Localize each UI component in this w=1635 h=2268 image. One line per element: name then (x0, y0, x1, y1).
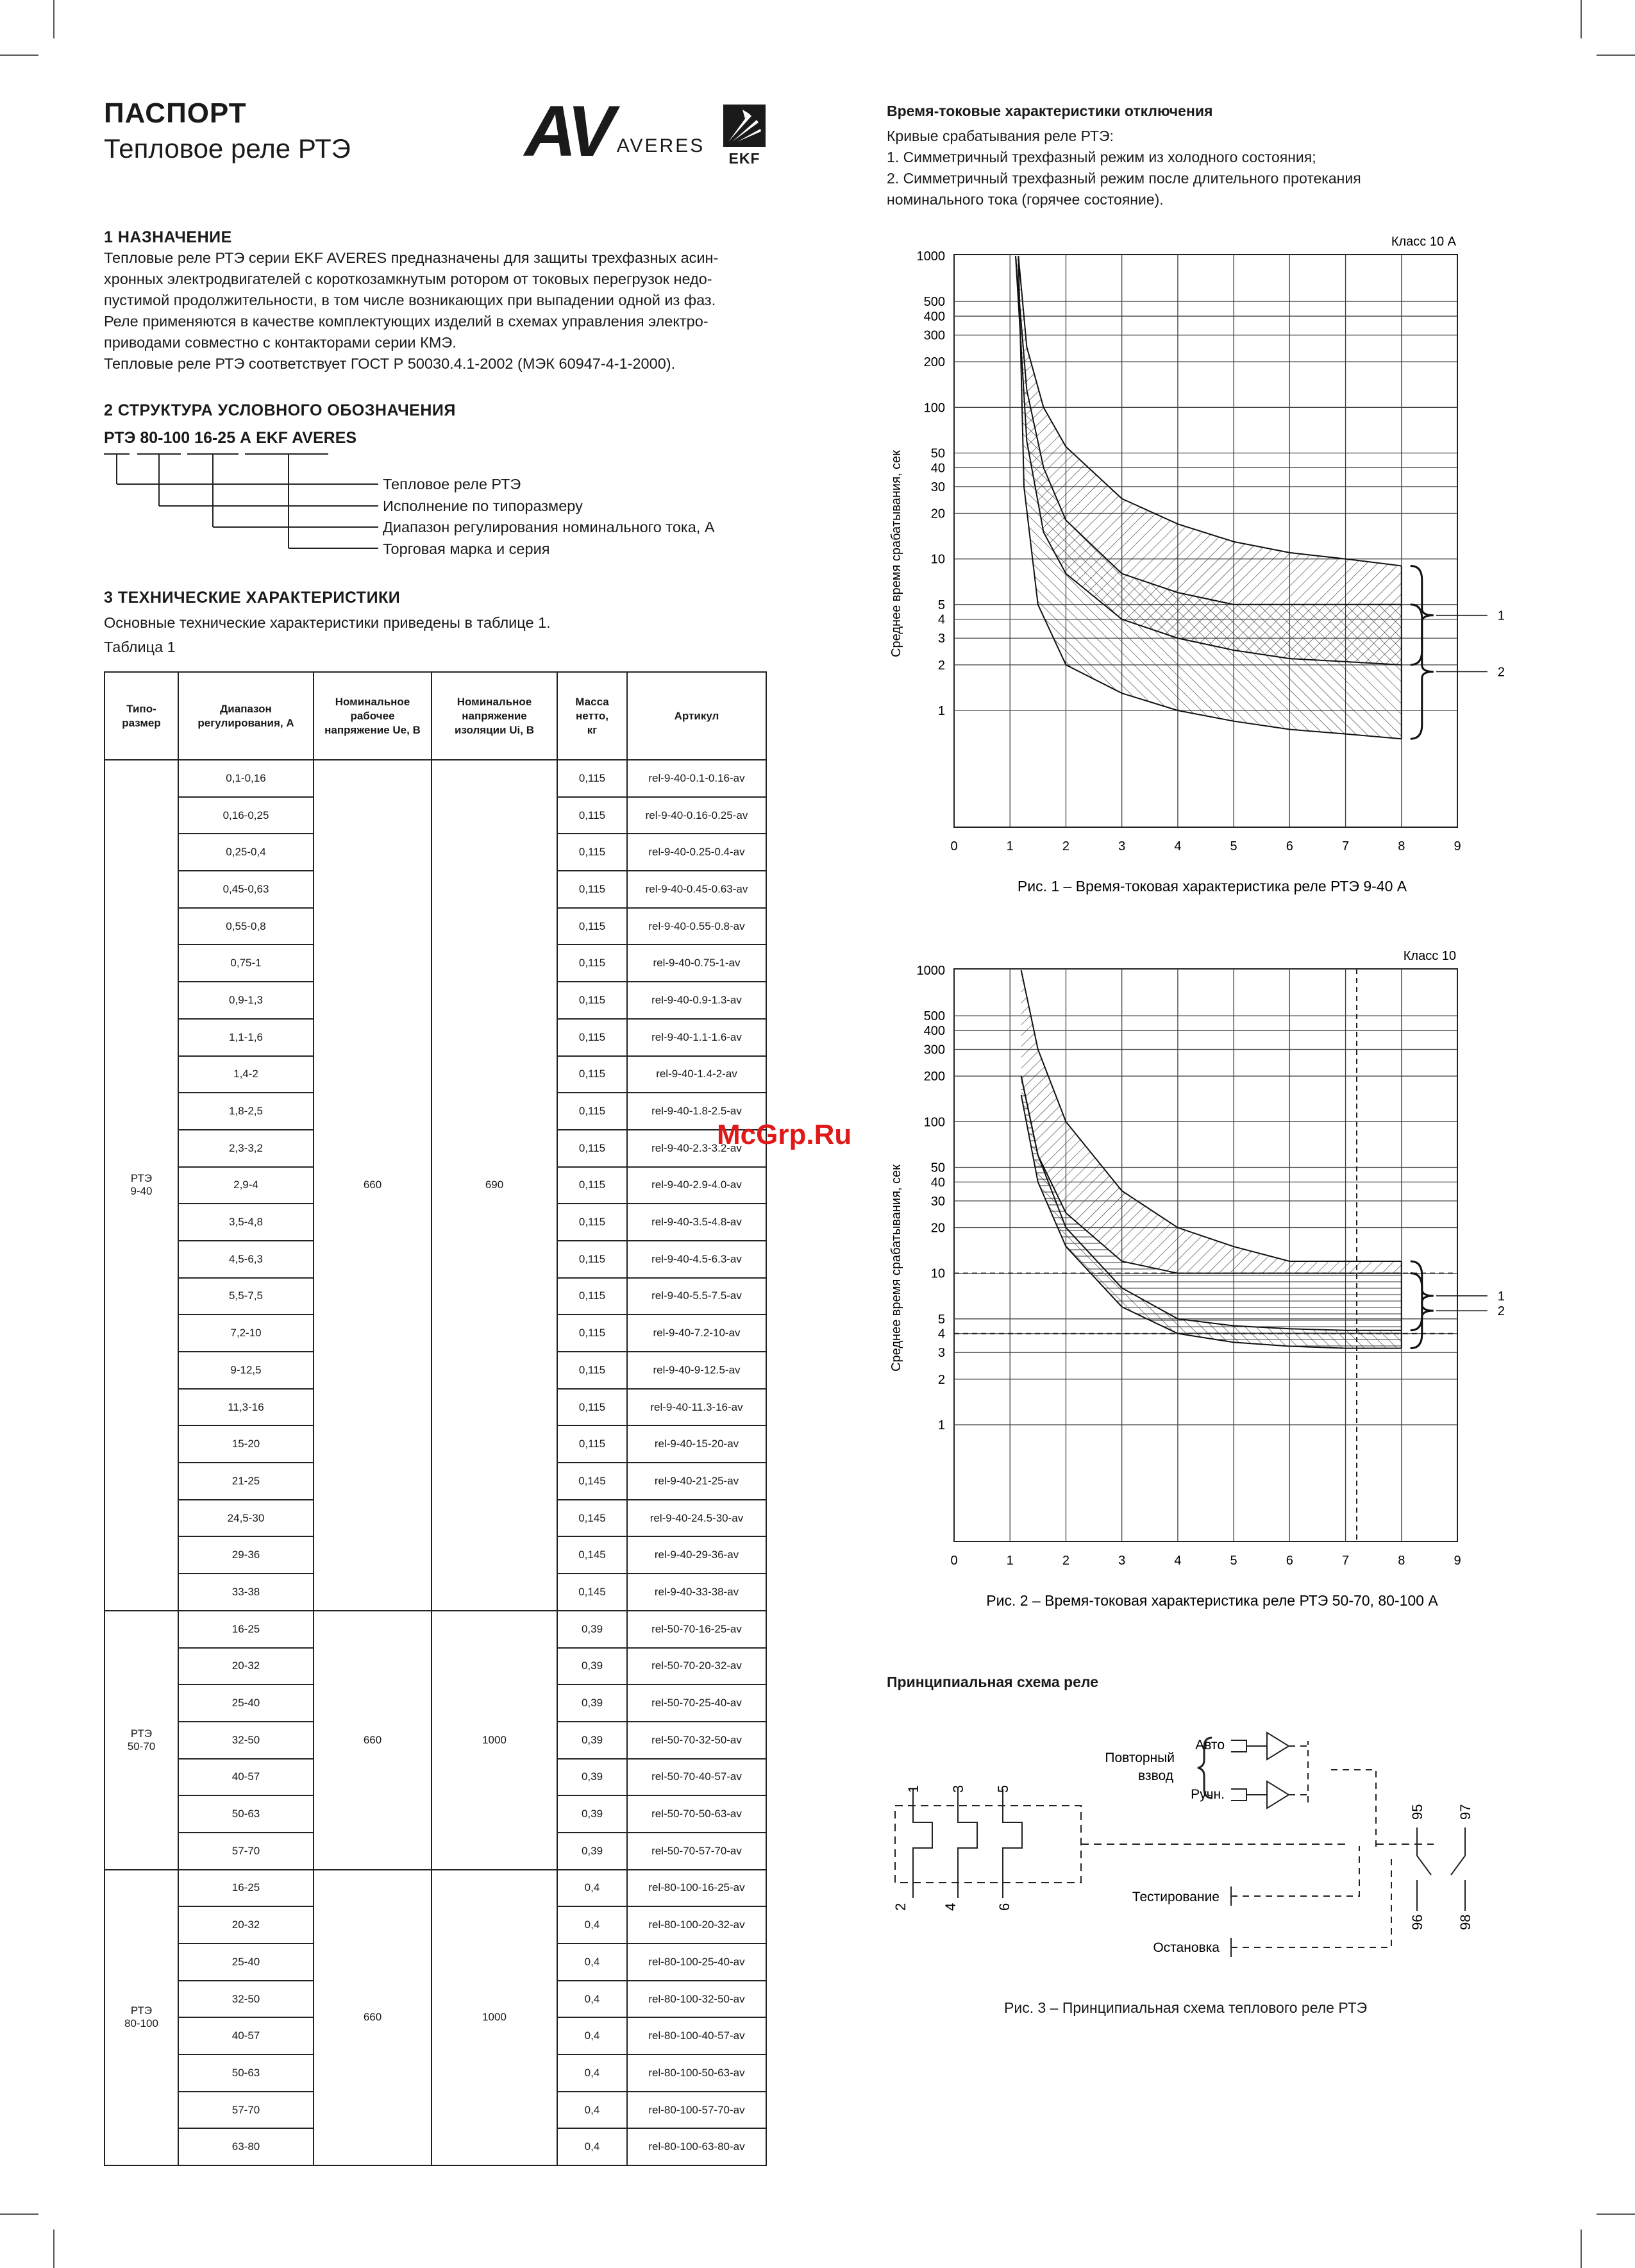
cell-mass: 0,115 (557, 797, 627, 834)
y-tick-label: 50 (930, 446, 945, 461)
cell-mass: 0,39 (557, 1795, 627, 1833)
y-tick-label: 3 (937, 1346, 945, 1361)
cell-article: rel-9-40-0.9-1.3-av (627, 982, 766, 1019)
section-1-line: Тепловые реле РТЭ серии EKF AVERES предназначены для защиты трехфазных асин- (104, 249, 719, 266)
cell-range: 50-63 (178, 2054, 314, 2092)
section-1-line: приводами совместно с контакторами серии КМЭ. (104, 334, 457, 351)
cell-article: rel-9-40-2.9-4.0-av (627, 1167, 766, 1204)
cell-range: 32-50 (178, 1981, 314, 2018)
section-1-text (104, 248, 718, 374)
page-subtitle: Тепловое реле РТЭ (104, 133, 351, 164)
section-1-line: Реле применяются в качестве комплектующих изделий в схемах управления электро- (104, 313, 709, 330)
cell-article: rel-9-40-1.4-2-av (627, 1056, 766, 1093)
curves-intro-line: номинального тока (горячее состояние). (887, 191, 1164, 208)
curves-intro (887, 126, 1361, 210)
cell-article: rel-9-40-4.5-6.3-av (627, 1241, 766, 1278)
cell-article: rel-80-100-32-50-av (627, 1981, 766, 2018)
contact-97-98 (1451, 1827, 1465, 1911)
cell-mass: 0,115 (557, 760, 627, 797)
x-tick-label: 1 (1006, 1554, 1014, 1568)
cell-article: rel-9-40-21-25-av (627, 1463, 766, 1500)
x-tick-label: 9 (1454, 839, 1461, 853)
cell-mass: 0,115 (557, 834, 627, 871)
y-tick-label: 2 (937, 1372, 945, 1387)
cell-article: rel-50-70-40-57-av (627, 1759, 766, 1796)
x-tick-label: 7 (1341, 839, 1350, 853)
y-tick-label: 1000 (916, 249, 945, 264)
cell-range: 4,5-6,3 (178, 1241, 314, 1278)
y-tick-label: 4 (937, 612, 945, 627)
schematic-diagram (885, 1718, 1500, 1969)
cell-range: 25-40 (178, 1944, 314, 1981)
y-tick-label: 20 (930, 1221, 945, 1236)
cell-article: rel-9-40-1.1-1.6-av (627, 1019, 766, 1056)
curves-intro-line: Кривые срабатывания реле РТЭ: (887, 128, 1114, 144)
table-header-cell: Номинальное напряжение изоляции Ui, В (432, 672, 557, 760)
curve-label-1: 1 (1497, 1289, 1505, 1304)
x-tick-label: 8 (1398, 839, 1405, 853)
curves-intro-line: 2. Симметричный трехфазный режим после длительного протекания (887, 170, 1361, 187)
terminal-5: 5 (995, 1785, 1011, 1793)
y-tick-label: 300 (923, 328, 945, 343)
cell-range: 0,1-0,16 (178, 760, 314, 797)
cell-range: 63-80 (178, 2128, 314, 2165)
cell-range: 16-25 (178, 1870, 314, 1907)
cell-article: rel-9-40-1.8-2.5-av (627, 1093, 766, 1130)
cell-mass: 0,39 (557, 1759, 627, 1796)
cell-mass: 0,115 (557, 1130, 627, 1167)
manual-triangle (1267, 1781, 1289, 1808)
cell-mass: 0,145 (557, 1574, 627, 1611)
x-tick-label: 0 (950, 1554, 958, 1568)
cell-article: rel-50-70-16-25-av (627, 1611, 766, 1648)
table-row (105, 1870, 766, 1907)
x-tick-label: 5 (1230, 1554, 1237, 1568)
y-tick-label: 5 (937, 1312, 945, 1327)
contact-label-98: 98 (1457, 1914, 1473, 1930)
cell-mass: 0,115 (557, 908, 627, 945)
cell-range: 16-25 (178, 1611, 314, 1648)
y-axis-label: Среднее время срабатывания, сек (889, 450, 903, 657)
cell-article: rel-9-40-24.5-30-av (627, 1500, 766, 1537)
y-tick-label: 30 (930, 1194, 945, 1209)
crop-mark (0, 55, 38, 56)
designation-diagram (96, 449, 391, 551)
crop-mark (1597, 2213, 1635, 2215)
cell-mass: 0,115 (557, 982, 627, 1019)
contact-label-97: 97 (1457, 1804, 1473, 1820)
cell-range: 57-70 (178, 1833, 314, 1870)
spec-table (104, 671, 767, 2166)
code-part-range: 16-25 А (194, 429, 252, 447)
crop-mark (1597, 55, 1635, 56)
cell-ue: 660 (314, 760, 432, 1611)
cell-article: rel-9-40-0.1-0.16-av (627, 760, 766, 797)
cell-range: 2,3-3,2 (178, 1130, 314, 1167)
y-tick-label: 3 (937, 632, 945, 646)
cell-mass: 0,115 (557, 1352, 627, 1389)
y-tick-label: 5 (937, 598, 945, 612)
x-tick-label: 2 (1062, 839, 1070, 853)
terminal-1: 1 (905, 1785, 921, 1793)
thermal-elements-box (895, 1806, 1081, 1883)
y-tick-label: 40 (930, 1175, 945, 1190)
cell-article: rel-80-100-63-80-av (627, 2128, 766, 2165)
cell-article: rel-9-40-5.5-7.5-av (627, 1278, 766, 1315)
averes-logo-mark: AV (524, 91, 612, 171)
terminal-4: 4 (943, 1903, 959, 1911)
curves-heading: Время-токовые характеристики отключения (887, 103, 1213, 119)
cell-mass: 0,145 (557, 1500, 627, 1537)
designation-code (104, 429, 356, 448)
crop-mark (0, 2213, 38, 2215)
cell-article: rel-80-100-20-32-av (627, 1906, 766, 1944)
cell-mass: 0,115 (557, 1019, 627, 1056)
manual-switch (1231, 1789, 1267, 1801)
cell-range: 32-50 (178, 1722, 314, 1759)
x-tick-label: 8 (1398, 1554, 1405, 1568)
cell-mass: 0,115 (557, 1093, 627, 1130)
cell-article: rel-9-40-0.25-0.4-av (627, 834, 766, 871)
y-tick-label: 40 (930, 461, 945, 476)
chart-caption: Рис. 1 – Время-токовая характеристика реле РТЭ 9-40 А (1017, 878, 1407, 895)
cell-range: 50-63 (178, 1795, 314, 1833)
cell-article: rel-80-100-16-25-av (627, 1870, 766, 1907)
y-tick-label: 300 (923, 1043, 945, 1057)
cell-article: rel-50-70-25-40-av (627, 1684, 766, 1722)
cell-mass: 0,115 (557, 871, 627, 908)
contact-label-96: 96 (1409, 1914, 1425, 1930)
y-tick-label: 1 (937, 704, 945, 718)
cell-mass: 0,4 (557, 2092, 627, 2129)
cell-ue: 660 (314, 1611, 432, 1870)
table-body (105, 760, 766, 2165)
cell-range: 0,55-0,8 (178, 908, 314, 945)
cell-article: rel-80-100-50-63-av (627, 2054, 766, 2092)
x-tick-label: 4 (1174, 839, 1182, 853)
cell-mass: 0,115 (557, 1389, 627, 1426)
schematic-caption: Рис. 3 – Принципиальная схема теплового реле РТЭ (1004, 1999, 1368, 2016)
legend-item: Тепловое реле РТЭ (383, 476, 521, 492)
code-part-size: 80-100 (140, 429, 190, 447)
cell-mass: 0,4 (557, 1981, 627, 2018)
cell-mass: 0,39 (557, 1722, 627, 1759)
section-2-heading: 2 СТРУКТУРА УСЛОВНОГО ОБОЗНАЧЕНИЯ (104, 401, 456, 419)
cell-range: 20-32 (178, 1648, 314, 1685)
y-tick-label: 500 (923, 295, 945, 310)
chart-title: Класс 10 А (1391, 235, 1456, 249)
crop-mark (1581, 2230, 1582, 2268)
y-tick-label: 100 (923, 1115, 945, 1130)
cell-mass: 0,115 (557, 1167, 627, 1204)
chart-2 (878, 939, 1532, 1618)
cell-range: 1,1-1,6 (178, 1019, 314, 1056)
cell-type: РТЭ 80-100 (105, 1870, 178, 2166)
cell-range: 7,2-10 (178, 1315, 314, 1352)
x-tick-label: 7 (1341, 1554, 1350, 1568)
cell-mass: 0,4 (557, 2128, 627, 2165)
cell-mass: 0,4 (557, 1870, 627, 1907)
cell-range: 0,25-0,4 (178, 834, 314, 871)
cell-article: rel-80-100-25-40-av (627, 1944, 766, 1981)
x-tick-label: 6 (1286, 839, 1293, 853)
cell-mass: 0,115 (557, 1204, 627, 1241)
auto-switch (1231, 1740, 1267, 1752)
cell-article: rel-9-40-9-12.5-av (627, 1352, 766, 1389)
table-header-cell: Номинальное рабочее напряжение Ue, В (314, 672, 432, 760)
x-tick-label: 6 (1286, 1554, 1293, 1568)
cell-range: 0,9-1,3 (178, 982, 314, 1019)
cell-article: rel-9-40-29-36-av (627, 1536, 766, 1574)
terminal-6: 6 (996, 1903, 1012, 1911)
terminal-2: 2 (893, 1903, 909, 1911)
cell-article: rel-9-40-15-20-av (627, 1425, 766, 1463)
table-header-cell: Артикул (627, 672, 766, 760)
y-tick-label: 400 (923, 310, 945, 324)
legend-item: Исполнение по типоразмеру (383, 497, 583, 514)
cell-article: rel-9-40-0.75-1-av (627, 945, 766, 982)
cell-mass: 0,39 (557, 1684, 627, 1722)
cell-range: 25-40 (178, 1684, 314, 1722)
cell-range: 33-38 (178, 1574, 314, 1611)
cell-article: rel-9-40-0.45-0.63-av (627, 871, 766, 908)
cell-range: 0,75-1 (178, 945, 314, 982)
table-header-cell: Диапазон регулирования, А (178, 672, 314, 760)
cell-mass: 0,39 (557, 1833, 627, 1870)
y-tick-label: 4 (937, 1327, 945, 1341)
cell-ui: 1000 (432, 1611, 557, 1870)
brace-curve-2 (1411, 605, 1434, 739)
y-tick-label: 200 (923, 1070, 945, 1084)
section-1-line: пустимой продолжительности, в том числе возникающих при выпадении одной из фаз. (104, 292, 716, 308)
table-header-row (105, 672, 766, 760)
x-tick-label: 3 (1118, 839, 1126, 853)
cell-range: 21-25 (178, 1463, 314, 1500)
cell-range: 3,5-4,8 (178, 1204, 314, 1241)
curve-label-2: 2 (1497, 665, 1505, 680)
cell-ui: 690 (432, 760, 557, 1611)
cell-mass: 0,39 (557, 1611, 627, 1648)
crop-mark (1581, 0, 1582, 38)
cell-mass: 0,115 (557, 1278, 627, 1315)
curve-label-2: 2 (1497, 1304, 1505, 1319)
contact-95-96 (1417, 1827, 1431, 1911)
cell-mass: 0,4 (557, 1944, 627, 1981)
cell-mass: 0,4 (557, 2054, 627, 2092)
section-1-line: хронных электродвигателей с короткозамкнутым ротором от токовых перегрузок недо- (104, 271, 712, 287)
ekf-logo-icon (723, 105, 766, 147)
x-tick-label: 3 (1118, 1554, 1126, 1568)
cell-article: rel-9-40-7.2-10-av (627, 1315, 766, 1352)
section-1-heading: 1 НАЗНАЧЕНИЕ (104, 228, 232, 246)
cell-mass: 0,115 (557, 1241, 627, 1278)
cell-article: rel-9-40-11.3-16-av (627, 1389, 766, 1426)
y-tick-label: 30 (930, 480, 945, 494)
terminal-3: 3 (950, 1785, 966, 1793)
cell-type: РТЭ 9-40 (105, 760, 178, 1611)
chart-title: Класс 10 (1403, 949, 1456, 963)
auto-triangle (1267, 1733, 1289, 1760)
cell-mass: 0,115 (557, 1315, 627, 1352)
x-tick-label: 4 (1174, 1554, 1182, 1568)
watermark: McGrp.Ru (717, 1119, 852, 1150)
x-tick-label: 5 (1230, 839, 1237, 853)
cell-range: 40-57 (178, 1759, 314, 1796)
cell-article: rel-80-100-40-57-av (627, 2017, 766, 2054)
cell-ue: 660 (314, 1870, 432, 2166)
x-tick-label: 2 (1062, 1554, 1070, 1568)
x-tick-label: 1 (1006, 839, 1014, 853)
cell-mass: 0,115 (557, 1056, 627, 1093)
cell-range: 11,3-16 (178, 1389, 314, 1426)
chart-1 (878, 224, 1532, 904)
cell-range: 40-57 (178, 2017, 314, 2054)
cell-mass: 0,39 (557, 1648, 627, 1685)
table-label: Таблица 1 (104, 639, 176, 655)
y-axis-label: Среднее время срабатывания, сек (889, 1164, 903, 1372)
cell-range: 5,5-7,5 (178, 1278, 314, 1315)
y-tick-label: 10 (930, 552, 945, 567)
cell-article: rel-9-40-33-38-av (627, 1574, 766, 1611)
section-1-line: Тепловые реле РТЭ соответствует ГОСТ Р 50030.4.1-2002 (МЭК 60947-4-1-2000). (104, 355, 676, 372)
averes-logo (524, 91, 705, 171)
x-tick-label: 0 (950, 839, 958, 853)
cell-range: 9-12,5 (178, 1352, 314, 1389)
y-tick-label: 2 (937, 658, 945, 673)
curve-label-1: 1 (1497, 609, 1505, 623)
cell-article: rel-50-70-50-63-av (627, 1795, 766, 1833)
cell-article: rel-9-40-0.16-0.25-av (627, 797, 766, 834)
code-part-brand: EKF AVERES (256, 429, 357, 447)
cell-mass: 0,115 (557, 1425, 627, 1463)
test-label: Тестирование (1132, 1890, 1220, 1904)
cell-range: 1,8-2,5 (178, 1093, 314, 1130)
table-row (105, 760, 766, 797)
cell-range: 57-70 (178, 2092, 314, 2129)
cell-range: 2,9-4 (178, 1167, 314, 1204)
section-3-intro: Основные технические характеристики приведены в таблице 1. (104, 614, 551, 631)
cell-mass: 0,4 (557, 1906, 627, 1944)
y-tick-label: 1000 (916, 964, 945, 978)
ekf-logo (723, 105, 766, 166)
table-header-cell: Масса нетто, кг (557, 672, 627, 760)
cell-article: rel-50-70-20-32-av (627, 1648, 766, 1685)
y-tick-label: 500 (923, 1009, 945, 1024)
section-3-heading: 3 ТЕХНИЧЕСКИЕ ХАРАКТЕРИСТИКИ (104, 589, 401, 607)
cell-range: 20-32 (178, 1906, 314, 1944)
table-header-cell: Типо- размер (105, 672, 178, 760)
cell-range: 29-36 (178, 1536, 314, 1574)
table-row (105, 1611, 766, 1648)
y-tick-label: 20 (930, 507, 945, 521)
cell-mass: 0,145 (557, 1463, 627, 1500)
page-title: ПАСПОРТ (104, 97, 247, 129)
reset-label-2: взвод (1138, 1768, 1173, 1783)
manual-label: Ручн. (1191, 1787, 1225, 1802)
cell-article: rel-9-40-2.3-3.2-av (627, 1130, 766, 1167)
cell-range: 24,5-30 (178, 1500, 314, 1537)
cell-range: 0,45-0,63 (178, 871, 314, 908)
schematic-heading: Принципиальная схема реле (887, 1674, 1098, 1690)
x-tick-label: 9 (1454, 1554, 1461, 1568)
crop-mark (53, 2230, 55, 2268)
y-tick-label: 10 (930, 1266, 945, 1281)
legend-item: Торговая марка и серия (383, 540, 550, 557)
cell-mass: 0,145 (557, 1536, 627, 1574)
designation-legend (383, 474, 715, 560)
cell-mass: 0,115 (557, 945, 627, 982)
legend-item: Диапазон регулирования номинального тока, А (383, 519, 715, 535)
y-tick-label: 50 (930, 1161, 945, 1175)
cell-ui: 1000 (432, 1870, 557, 2166)
auto-label: Авто (1195, 1738, 1225, 1752)
cell-range: 1,4-2 (178, 1056, 314, 1093)
cell-article: rel-80-100-57-70-av (627, 2092, 766, 2129)
averes-logo-name: AVERES (616, 135, 705, 156)
code-part-series: РТЭ (104, 429, 136, 447)
y-tick-label: 200 (923, 355, 945, 370)
y-tick-label: 100 (923, 401, 945, 416)
cell-article: rel-9-40-0.55-0.8-av (627, 908, 766, 945)
ekf-logo-text: EKF (728, 150, 760, 167)
cell-article: rel-50-70-57-70-av (627, 1833, 766, 1870)
cell-article: rel-50-70-32-50-av (627, 1722, 766, 1759)
contact-label-95: 95 (1409, 1804, 1425, 1820)
y-tick-label: 400 (923, 1024, 945, 1039)
cell-mass: 0,4 (557, 2017, 627, 2054)
cell-range: 0,16-0,25 (178, 797, 314, 834)
chart-caption: Рис. 2 – Время-токовая характеристика реле РТЭ 50-70, 80-100 А (986, 1592, 1438, 1609)
curves-intro-line: 1. Симметричный трехфазный режим из холодного состояния; (887, 149, 1316, 165)
cell-type: РТЭ 50-70 (105, 1611, 178, 1870)
cell-article: rel-9-40-3.5-4.8-av (627, 1204, 766, 1241)
y-tick-label: 1 (937, 1418, 945, 1432)
reset-label-1: Повторный (1105, 1751, 1175, 1765)
cell-range: 15-20 (178, 1425, 314, 1463)
crop-mark (53, 0, 55, 38)
stop-label: Остановка (1153, 1940, 1220, 1955)
